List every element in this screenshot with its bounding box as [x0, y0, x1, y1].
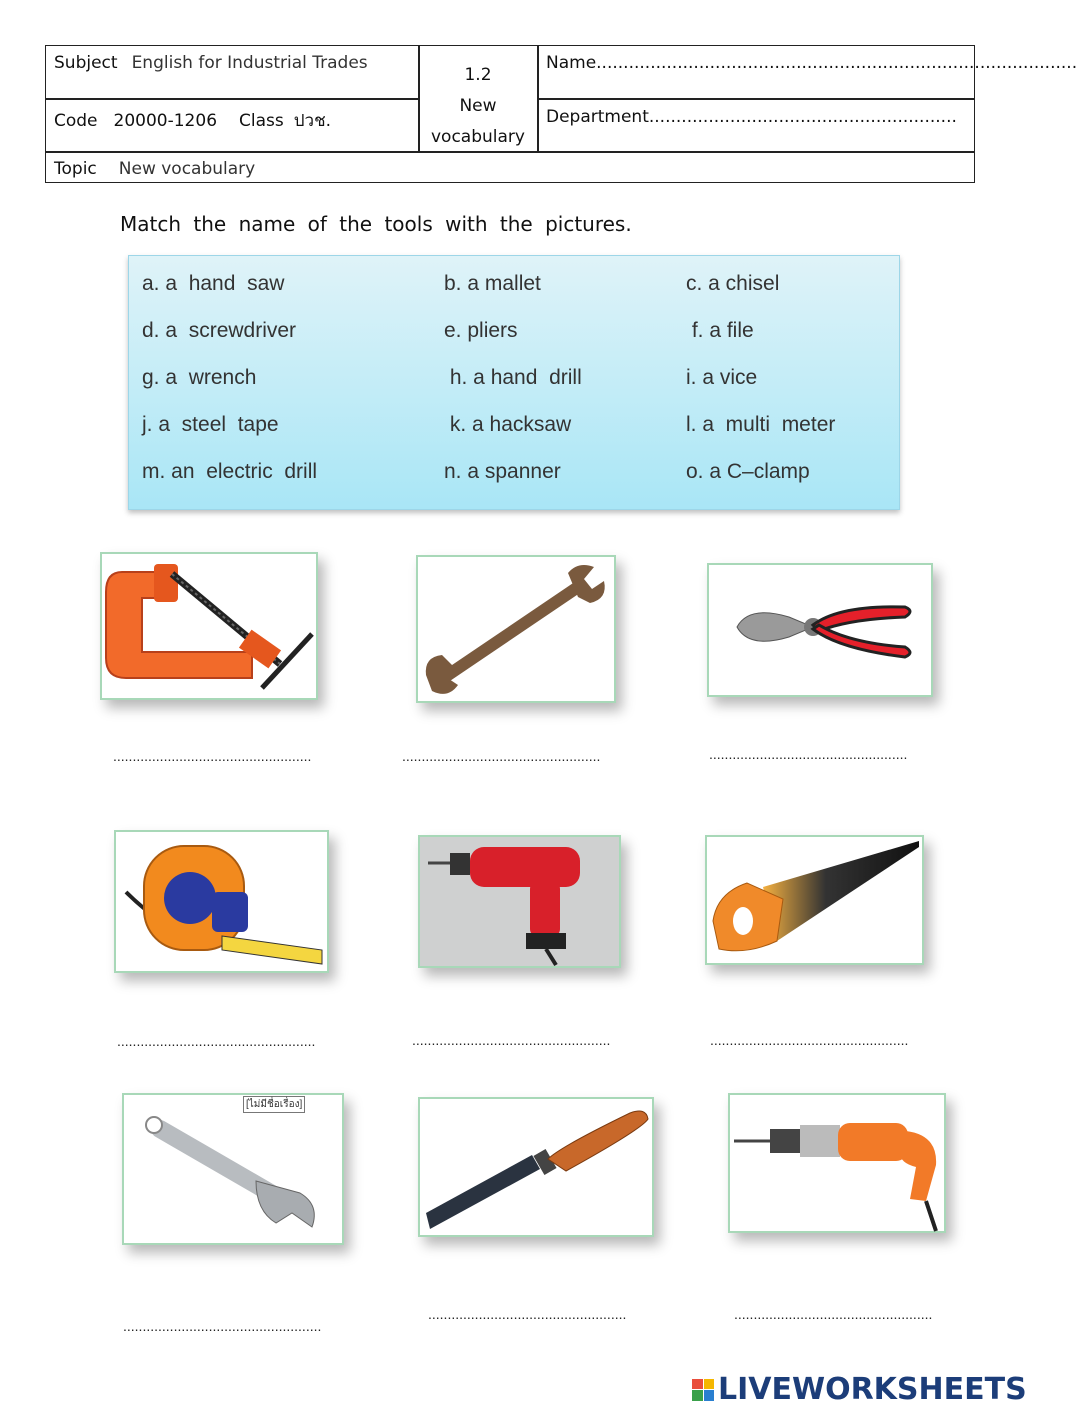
c-clamp-icon	[102, 554, 316, 698]
class-label: Class	[239, 111, 284, 131]
image-caption-tag: [ไม่มีชื่อเรื่อง]	[243, 1096, 305, 1113]
spanner-icon	[418, 557, 614, 701]
logo-text: LIVEWORKSHEETS	[718, 1372, 1027, 1407]
answer-blank-1[interactable]: ...................................................	[113, 748, 312, 764]
option-c: c. a chisel	[686, 272, 780, 295]
option-j: j. a steel tape	[142, 413, 279, 436]
picture-9	[728, 1093, 946, 1233]
wrench-icon	[124, 1095, 342, 1243]
code-label: Code	[54, 111, 98, 131]
steel-tape-icon	[116, 832, 327, 971]
name-field[interactable]: Name.........................................................................................	[546, 53, 1077, 73]
option-o: o. a C–clamp	[686, 460, 810, 483]
option-h: h. a hand drill	[444, 366, 582, 389]
class-value: ปวช.	[293, 111, 332, 131]
topic-label: Topic	[54, 159, 97, 179]
answer-blank-6[interactable]: ...................................................	[710, 1032, 909, 1048]
subject-label: Subject	[54, 53, 118, 73]
topic-row	[54, 159, 255, 179]
liveworksheets-logo[interactable]	[692, 1372, 1027, 1407]
lesson-title-line2: vocabulary	[431, 127, 525, 147]
hand-drill-icon	[730, 1095, 944, 1231]
code-row	[54, 107, 331, 134]
department-field[interactable]: Department.........................................................	[546, 107, 957, 127]
picture-2	[416, 555, 616, 703]
picture-1	[100, 552, 318, 700]
picture-3	[707, 563, 933, 697]
option-i: i. a vice	[686, 366, 758, 389]
code-value: 20000-1206	[113, 111, 218, 131]
option-f: f. a file	[686, 319, 754, 342]
hand-saw-icon	[707, 837, 922, 963]
lesson-cell	[419, 60, 537, 153]
subject-value: English for Industrial Trades	[131, 53, 368, 73]
option-m: m. an electric drill	[142, 460, 318, 483]
answer-blank-4[interactable]: ...................................................	[117, 1033, 316, 1049]
picture-5	[418, 835, 621, 968]
answer-blank-7[interactable]: ...................................................	[123, 1318, 322, 1334]
answer-blank-5[interactable]: ...................................................	[412, 1032, 611, 1048]
answer-blank-9[interactable]: ...................................................	[734, 1306, 933, 1322]
answer-blank-2[interactable]: ...................................................	[402, 748, 601, 764]
logo-mark-icon	[692, 1379, 714, 1401]
option-g: g. a wrench	[142, 366, 257, 389]
option-a: a. a hand saw	[142, 272, 285, 295]
word-bank	[128, 255, 900, 510]
picture-6	[705, 835, 924, 965]
option-e: e. pliers	[444, 319, 518, 342]
option-d: d. a screwdriver	[142, 319, 297, 342]
lesson-title-line1: New	[459, 96, 497, 116]
chisel-icon	[420, 1099, 652, 1235]
option-b: b. a mallet	[444, 272, 541, 295]
electric-drill-icon	[420, 837, 619, 966]
picture-7	[122, 1093, 344, 1245]
answer-blank-3[interactable]: ...................................................	[709, 746, 908, 762]
picture-4	[114, 830, 329, 973]
pliers-icon	[709, 565, 931, 695]
option-l: l. a multi meter	[686, 413, 836, 436]
subject-row	[54, 53, 368, 73]
answer-blank-8[interactable]: ...................................................	[428, 1306, 627, 1322]
header-table	[45, 45, 1077, 183]
lesson-number: 1.2	[464, 65, 492, 85]
picture-8	[418, 1097, 654, 1237]
option-k: k. a hacksaw	[444, 413, 572, 436]
topic-value: New vocabulary	[118, 159, 256, 179]
instruction-text: Match the name of the tools with the pictures.	[120, 212, 632, 236]
option-n: n. a spanner	[444, 460, 561, 483]
